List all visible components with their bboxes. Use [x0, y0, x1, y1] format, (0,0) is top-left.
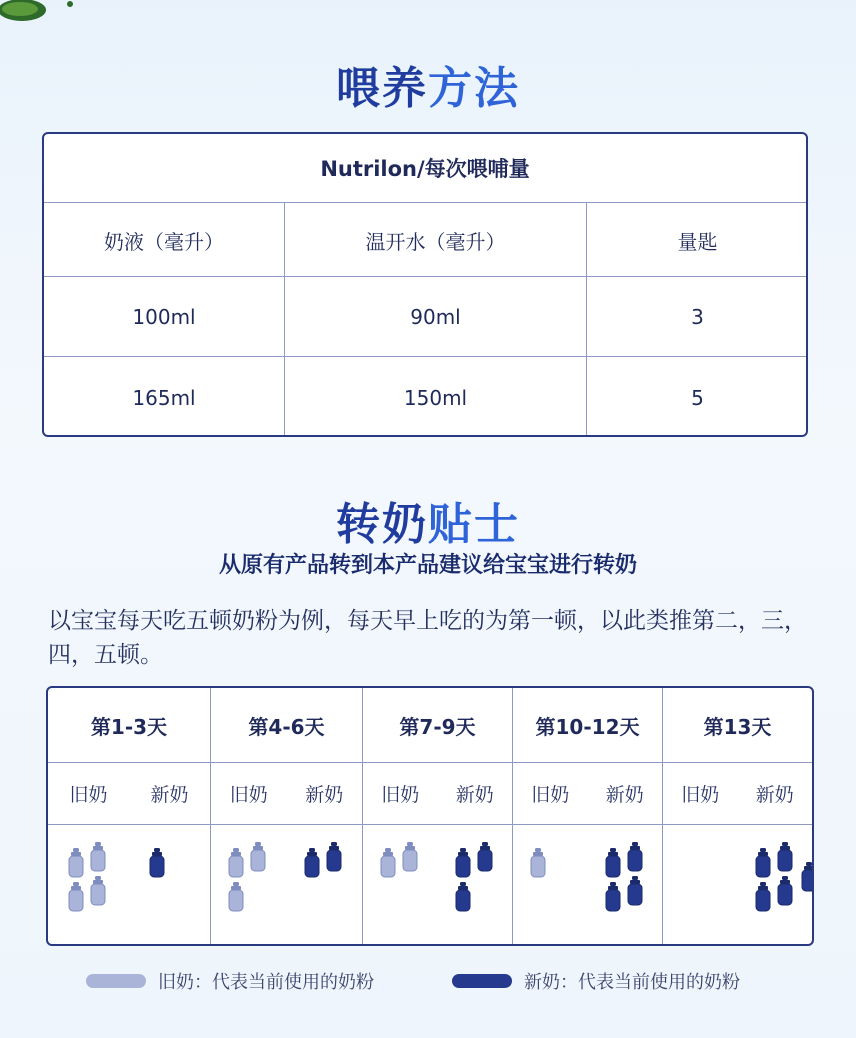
new-milk-label: 新奶: [150, 783, 189, 806]
old-milk-label: 旧奶: [681, 783, 720, 806]
old-milk-label: 旧奶: [531, 783, 570, 806]
feeding-table: [42, 132, 808, 437]
header-scoop: 量匙: [586, 203, 808, 277]
stage-milk-labels: [48, 762, 210, 825]
feeding-table-header-row: [44, 202, 806, 277]
new-milk-bottle-icon: [454, 882, 472, 912]
cell-milk: 100ml: [132, 305, 196, 329]
old-milk-bottle-icon: [227, 848, 245, 878]
stage-label: 第10-12天: [513, 688, 662, 763]
stage-milk-labels: [211, 762, 362, 825]
new-milk-label: 新奶: [455, 783, 494, 806]
old-milk-bottle-icon: [529, 848, 547, 878]
title-part-2: 贴士: [428, 499, 520, 550]
new-milk-bottle-icon: [626, 842, 644, 872]
legend-old-text: 旧奶：代表当前使用的奶粉: [158, 972, 374, 993]
stage-column: [210, 688, 362, 944]
legend-old-swatch: [86, 974, 146, 988]
old-milk-bottle-icon: [89, 842, 107, 872]
title-part-1: 喂养: [336, 63, 428, 114]
cell-scoop: 3: [586, 277, 808, 357]
stage-label: 第7-9天: [363, 688, 512, 763]
new-milk-bottle-icon: [148, 848, 166, 878]
stage-milk-labels: [363, 762, 512, 825]
legend-new-text: 新奶：代表当前使用的奶粉: [524, 972, 740, 993]
new-milk-bottle-icon: [754, 848, 772, 878]
old-milk-bottle-icon: [379, 848, 397, 878]
header-milk: 奶液（毫升）: [104, 229, 224, 254]
transition-table: [46, 686, 814, 946]
cell-water: 150ml: [284, 357, 586, 437]
cell-scoop: 5: [586, 357, 808, 437]
old-milk-bottle-icon: [227, 882, 245, 912]
legend-new: [452, 968, 740, 994]
stage-column: [48, 688, 210, 944]
new-milk-bottle-icon: [776, 842, 794, 872]
new-milk-bottle-icon: [626, 876, 644, 906]
cell-water: 90ml: [284, 277, 586, 357]
old-milk-label: 旧奶: [381, 783, 420, 806]
table-row: [44, 356, 806, 437]
stage-bottles: [513, 824, 662, 946]
stage-column: [662, 688, 812, 944]
stage-bottles: [363, 824, 512, 946]
title-part-1: 转奶: [336, 499, 428, 550]
new-milk-bottle-icon: [303, 848, 321, 878]
transition-subtitle: 从原有产品转到本产品建议给宝宝进行转奶: [218, 553, 637, 578]
transition-paragraph: 以宝宝每天吃五顿奶粉为例，每天早上吃的为第一顿，以此类推第二，三，四，五顿。: [48, 608, 807, 668]
stage-label: 第13天: [663, 688, 812, 763]
header-water: 温开水（毫升）: [284, 203, 586, 277]
old-milk-bottle-icon: [67, 882, 85, 912]
new-milk-label: 新奶: [755, 783, 794, 806]
title-part-2: 方法: [428, 63, 520, 114]
stage-bottles: [663, 824, 812, 946]
cell-milk: 165ml: [132, 385, 196, 410]
new-milk-bottle-icon: [800, 862, 815, 892]
old-milk-bottle-icon: [89, 876, 107, 906]
stage-milk-labels: [663, 762, 812, 825]
stage-label: 第1-3天: [48, 688, 210, 763]
stage-bottles: [48, 824, 210, 946]
new-milk-bottle-icon: [604, 882, 622, 912]
old-milk-bottle-icon: [67, 848, 85, 878]
new-milk-bottle-icon: [476, 842, 494, 872]
stage-column: [512, 688, 662, 944]
old-milk-bottle-icon: [401, 842, 419, 872]
old-milk-bottle-icon: [249, 842, 267, 872]
stage-column: [362, 688, 512, 944]
transition-tips-title: [0, 488, 856, 552]
new-milk-bottle-icon: [454, 848, 472, 878]
leaf-decoration-icon: [0, 0, 80, 24]
feeding-table-caption: Nutrilon/每次喂哺量: [320, 157, 530, 181]
new-milk-bottle-icon: [776, 876, 794, 906]
feeding-method-title: [0, 52, 856, 116]
legend-old: [86, 968, 374, 994]
new-milk-bottle-icon: [754, 882, 772, 912]
legend-new-swatch: [452, 974, 512, 988]
new-milk-bottle-icon: [604, 848, 622, 878]
new-milk-bottle-icon: [325, 842, 343, 872]
new-milk-label: 新奶: [605, 783, 644, 806]
stage-milk-labels: [513, 762, 662, 825]
feeding-table-caption-row: [44, 134, 806, 202]
table-row: [44, 276, 806, 357]
old-milk-label: 旧奶: [229, 783, 268, 806]
old-milk-label: 旧奶: [69, 783, 108, 806]
new-milk-label: 新奶: [305, 783, 344, 806]
stage-label: 第4-6天: [211, 688, 362, 763]
stage-bottles: [211, 824, 362, 946]
